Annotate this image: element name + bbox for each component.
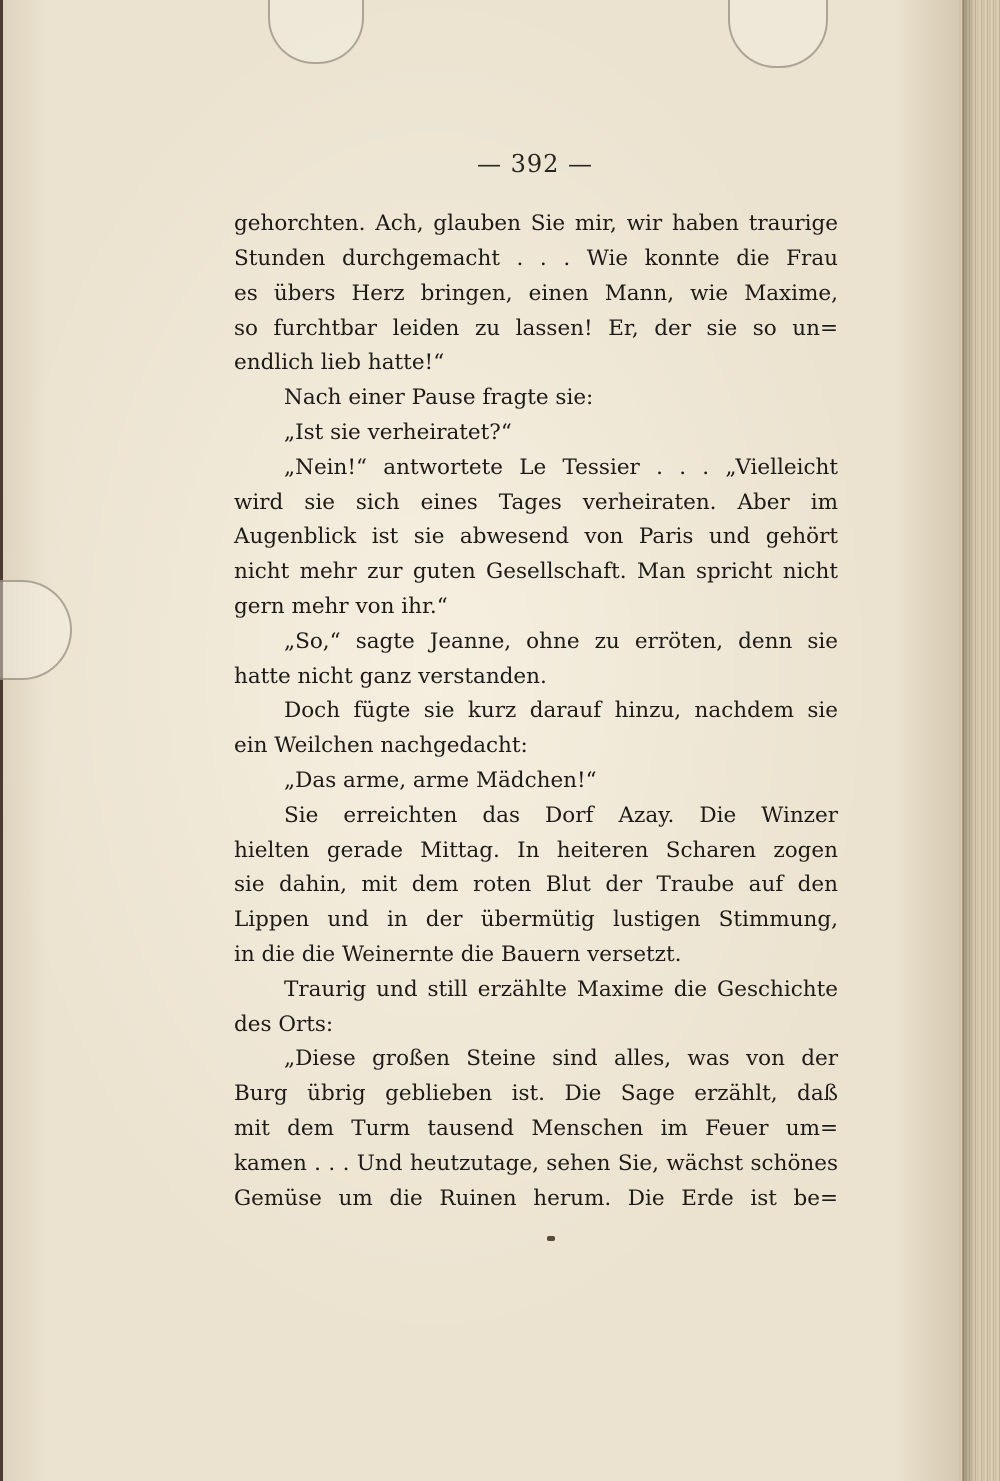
text-line: hielten gerade Mittag. In heiteren Scharen zogen bbox=[234, 838, 838, 863]
text-line: mit dem Turm tausend Menschen im Feuer um= bbox=[234, 1116, 838, 1141]
text-line: Sie erreichten das Dorf Azay. Die Winzer bbox=[284, 803, 838, 828]
text-line: hatte nicht ganz verstanden. bbox=[234, 664, 547, 689]
ink-spot bbox=[547, 1236, 555, 1241]
text-line: des Orts: bbox=[234, 1012, 334, 1037]
text-line: Lippen und in der übermütig lustigen Stimmung, bbox=[234, 907, 838, 932]
text-line: es übers Herz bringen, einen Mann, wie Maxime, bbox=[234, 281, 838, 306]
clip-mark-left bbox=[0, 580, 72, 680]
text-line: „So,“ sagte Jeanne, ohne zu erröten, denn sie bbox=[284, 629, 838, 654]
text-line: gern mehr von ihr.“ bbox=[234, 594, 448, 619]
text-line: kamen . . . Und heutzutage, sehen Sie, wächst schönes bbox=[234, 1151, 838, 1176]
text-line: „Diese großen Steine sind alles, was von der bbox=[284, 1046, 838, 1071]
text-line: wird sie sich eines Tages verheiraten. Aber im bbox=[234, 490, 838, 515]
page-left-edge bbox=[0, 0, 3, 1481]
text-line: Augenblick ist sie abwesend von Paris und gehört bbox=[234, 524, 838, 549]
clip-mark-top-left bbox=[268, 0, 364, 64]
text-line: Burg übrig geblieben ist. Die Sage erzählt, daß bbox=[234, 1081, 838, 1106]
text-line: gehorchten. Ach, glauben Sie mir, wir haben traurige bbox=[234, 211, 838, 236]
page-number: — 392 — bbox=[476, 150, 594, 178]
text-line: Gemüse um die Ruinen herum. Die Erde ist be= bbox=[234, 1186, 838, 1211]
text-line: so furchtbar leiden zu lassen! Er, der sie so un= bbox=[234, 316, 838, 341]
text-line: endlich lieb hatte!“ bbox=[234, 350, 445, 375]
text-line: Nach einer Pause fragte sie: bbox=[284, 385, 594, 410]
text-line: „Ist sie verheiratet?“ bbox=[284, 420, 512, 445]
text-line: nicht mehr zur guten Gesellschaft. Man spricht nicht bbox=[234, 559, 838, 584]
text-line: Traurig und still erzählte Maxime die Geschichte bbox=[284, 977, 838, 1002]
text-line: in die die Weinernte die Bauern versetzt. bbox=[234, 942, 682, 967]
clip-mark-top-right bbox=[728, 0, 828, 68]
text-line: „Das arme, arme Mädchen!“ bbox=[284, 768, 597, 793]
text-line: Stunden durchgemacht . . . Wie konnte die Frau bbox=[234, 246, 838, 271]
text-line: ein Weilchen nachgedacht: bbox=[234, 733, 528, 758]
text-line: sie dahin, mit dem roten Blut der Traube auf den bbox=[234, 872, 838, 897]
text-line: Doch fügte sie kurz darauf hinzu, nachdem sie bbox=[284, 698, 838, 723]
page-shadow bbox=[962, 0, 976, 1481]
text-line: „Nein!“ antwortete Le Tessier . . . „Vielleicht bbox=[284, 455, 838, 480]
